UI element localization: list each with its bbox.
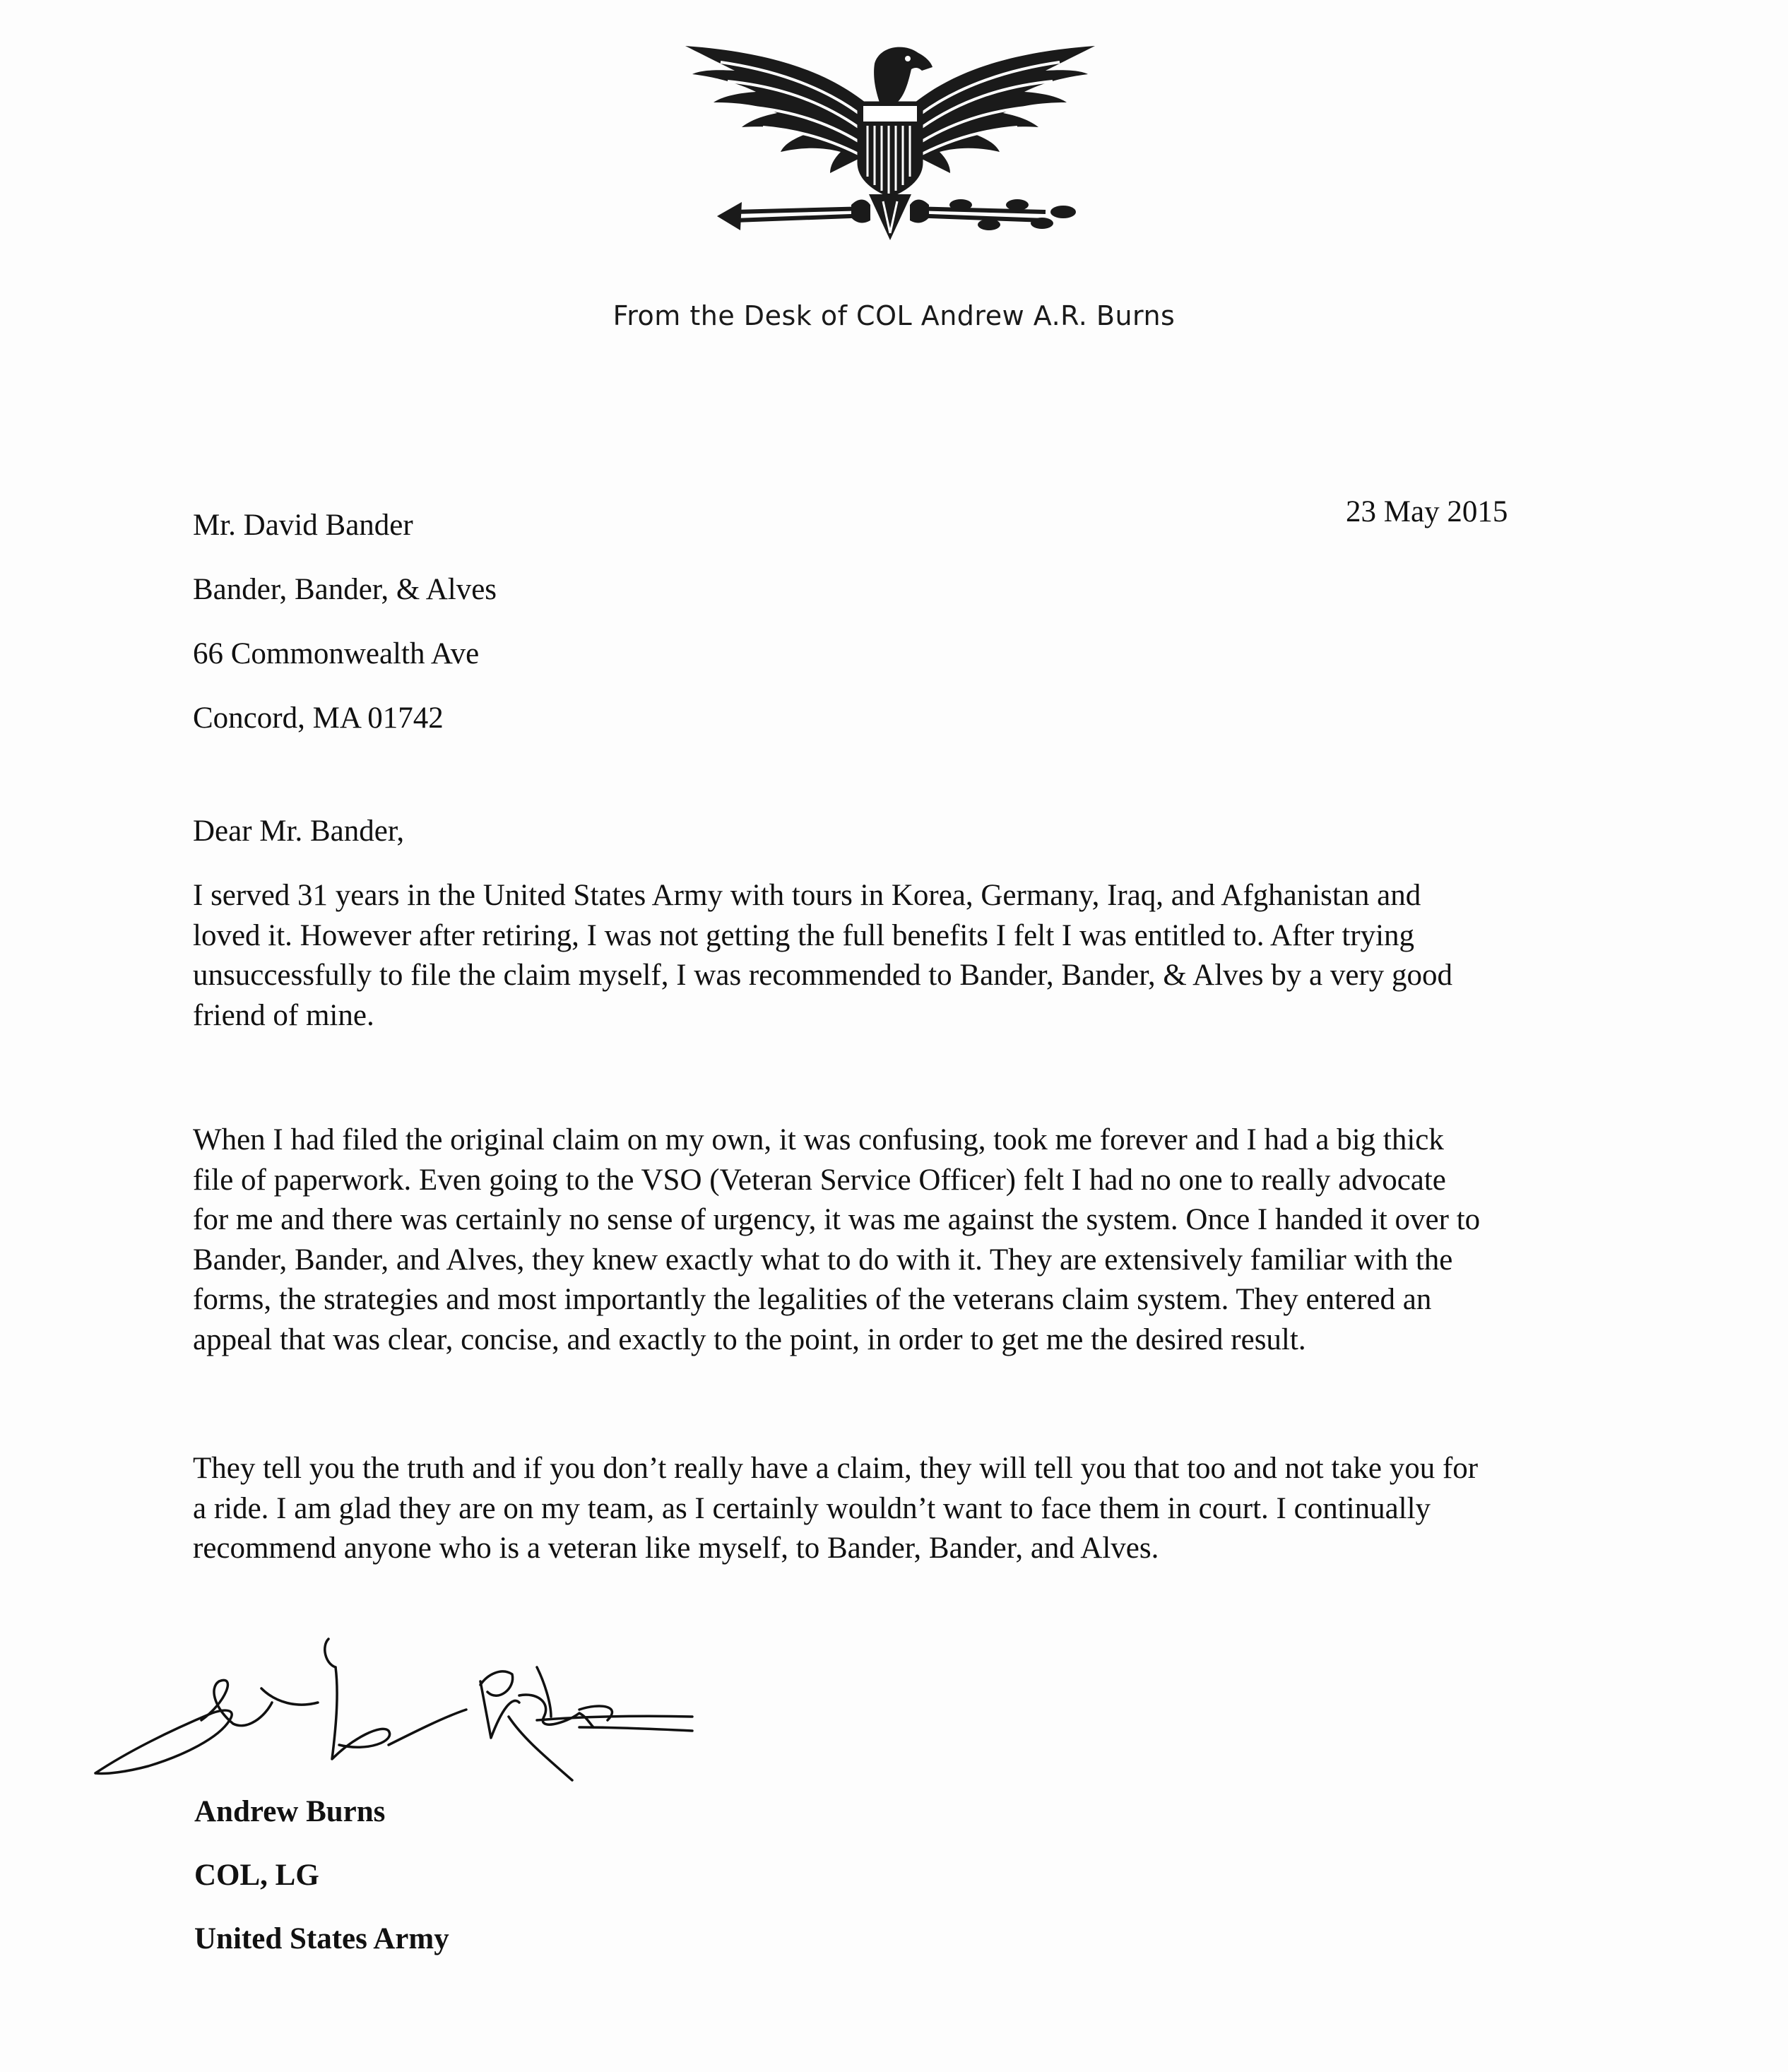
body-paragraph-1 — [193, 876, 1606, 1036]
recipient-street: 66 Commonwealth Ave — [193, 637, 480, 670]
recipient-name: Mr. David Bander — [193, 509, 413, 542]
paragraph-line: I served 31 years in the United States Army with tours in Korea, Germany, Iraq, and Afghanistan and — [193, 879, 1421, 912]
paragraph-line: file of paperwork. Even going to the VSO (Veteran Service Officer) felt I had no one to really advocate — [193, 1163, 1446, 1197]
paragraph-line: Bander, Bander, and Alves, they knew exactly what to do with it. They are extensively familiar with the — [193, 1243, 1453, 1277]
signature-block — [194, 1780, 449, 1971]
paragraph-line: appeal that was clear, concise, and exactly to the point, in order to get me the desired result. — [193, 1322, 1306, 1356]
paragraph-line: for me and there was certainly no sense of urgency, it was me against the system. Once I handed it over to — [193, 1203, 1481, 1236]
paragraph-line: loved it. However after retiring, I was not getting the full benefits I felt I was entitled to. After trying — [193, 918, 1415, 952]
letter-date: 23 May 2015 — [1346, 495, 1508, 528]
signer-name: Andrew Burns — [194, 1795, 386, 1828]
paragraph-line: unsuccessfully to file the claim myself, I was recommended to Bander, Bander, & Alves by a very good — [193, 959, 1452, 992]
signer-rank: COL, LG — [194, 1859, 319, 1892]
paragraph-line: friend of mine. — [193, 998, 374, 1032]
paragraph-line: recommend anyone who is a veteran like myself, to Bander, Bander, and Alves. — [193, 1532, 1159, 1565]
recipient-firm: Bander, Bander, & Alves — [193, 573, 497, 606]
handwritten-signature-icon — [85, 1625, 706, 1801]
salutation: Dear Mr. Bander, — [193, 815, 405, 848]
signer-branch: United States Army — [194, 1922, 449, 1955]
paragraph-line: a ride. I am glad they are on my team, as I certainly wouldn’t want to face them in court. I continually — [193, 1491, 1431, 1525]
paragraph-line: forms, the strategies and most importantly the legalities of the veterans claim system. They entered an — [193, 1283, 1432, 1316]
recipient-city: Concord, MA 01742 — [193, 701, 444, 735]
letterhead-desk-line: From the Desk of COL Andrew A.R. Burns — [612, 300, 1176, 331]
eagle-insignia-icon — [678, 35, 1102, 268]
paragraph-line: When I had filed the original claim on my own, it was confusing, took me forever and I had a big thick — [193, 1123, 1444, 1156]
paragraph-line: They tell you the truth and if you don’t really have a claim, they will tell you that too and not take you for — [193, 1452, 1479, 1485]
body-paragraph-2 — [193, 1120, 1606, 1360]
recipient-address — [193, 493, 497, 750]
body-paragraph-3 — [193, 1449, 1606, 1569]
